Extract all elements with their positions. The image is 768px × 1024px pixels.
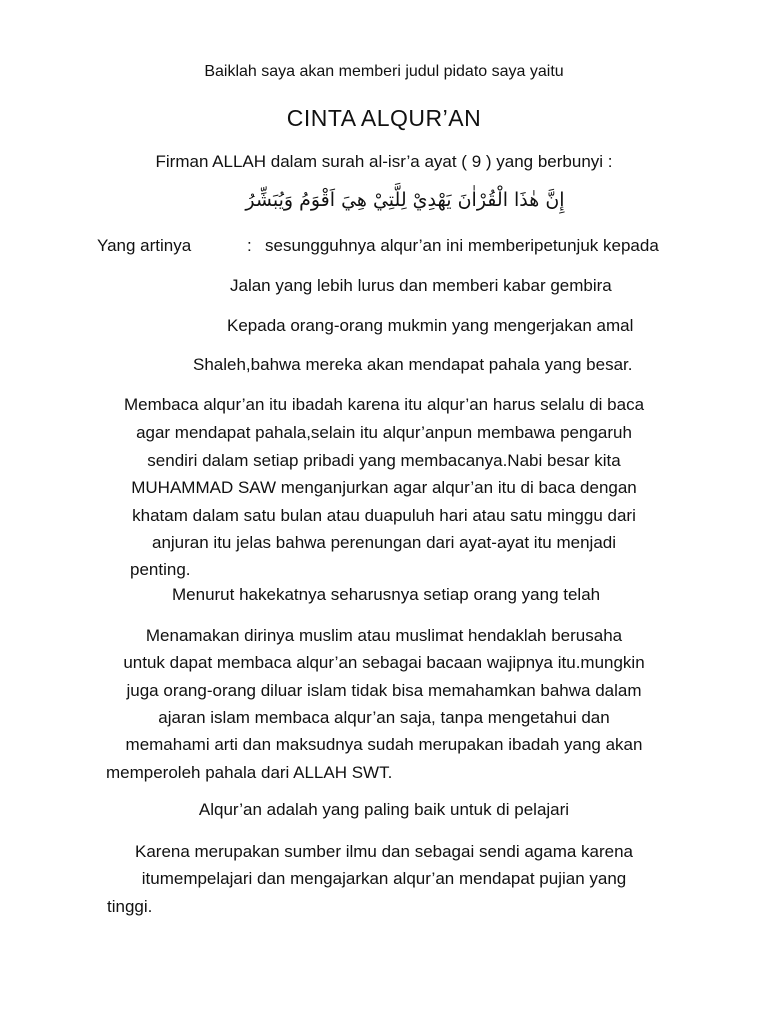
statement-line: Alqur’an adalah yang paling baik untuk di pelajari: [198, 800, 570, 819]
paragraph-2-lead: Menurut hakekatnya seharusnya setiap orang yang telah: [172, 585, 601, 604]
paragraph-line: itumempelajari dan mengajarkan alqur’an mendapat pujian yang: [141, 869, 627, 888]
translation-line-2: Jalan yang lebih lurus dan memberi kabar gembira: [230, 276, 612, 295]
paragraph-line: untuk dapat membaca alqur’an sebagai bacaan wajipnya itu.mungkin: [123, 653, 645, 672]
paragraph-line: MUHAMMAD SAW menganjurkan agar alqur’an itu di baca dengan: [131, 478, 637, 497]
paragraph-line: Membaca alqur’an itu ibadah karena itu alqur’an harus selalu di baca: [123, 395, 645, 414]
translation-line-1: sesungguhnya alqur’an ini memberipetunjuk kepada: [265, 236, 659, 255]
intro-line: Baiklah saya akan memberi judul pidato saya yaitu: [204, 63, 564, 80]
translation-line-3: Kepada orang-orang mukmin yang mengerjakan amal: [227, 316, 634, 335]
firman-line: Firman ALLAH dalam surah al-isr’a ayat ( 9 ) yang berbunyi :: [155, 152, 613, 171]
paragraph-line: ajaran islam membaca alqur’an saja, tanpa mengetahui dan: [158, 708, 610, 727]
quran-verse-arabic: إِنَّ هٰذَا الْقُرْاٰنَ يَهْدِيْ لِلَّتِيْ هِيَ اَقْوَمُ وَيُبَشِّرُ: [245, 189, 565, 211]
paragraph-line: anjuran itu jelas bahwa perenungan dari ayat-ayat itu menjadi: [151, 533, 617, 552]
paragraph-line: tinggi.: [107, 897, 153, 916]
translation-line-4: Shaleh,bahwa mereka akan mendapat pahala yang besar.: [193, 355, 633, 374]
paragraph-line: memperoleh pahala dari ALLAH SWT.: [106, 763, 393, 782]
paragraph-line: memahami arti dan maksudnya sudah merupakan ibadah yang akan: [125, 735, 643, 754]
paragraph-line: Menamakan dirinya muslim atau muslimat hendaklah berusaha: [145, 626, 623, 645]
translation-separator: :: [247, 236, 252, 255]
paragraph-line: penting.: [130, 560, 191, 579]
speech-title: CINTA ALQUR’AN: [286, 105, 482, 131]
paragraph-line: Karena merupakan sumber ilmu dan sebagai sendi agama karena: [134, 842, 634, 861]
paragraph-line: sendiri dalam setiap pribadi yang membacanya.Nabi besar kita: [147, 451, 621, 470]
translation-label: Yang artinya: [97, 236, 192, 255]
paragraph-line: juga orang-orang diluar islam tidak bisa memahamkan bahwa dalam: [126, 681, 642, 700]
paragraph-line: agar mendapat pahala,selain itu alqur’anpun membawa pengaruh: [136, 423, 632, 442]
paragraph-line: khatam dalam satu bulan atau duapuluh hari atau satu minggu dari: [132, 506, 636, 525]
